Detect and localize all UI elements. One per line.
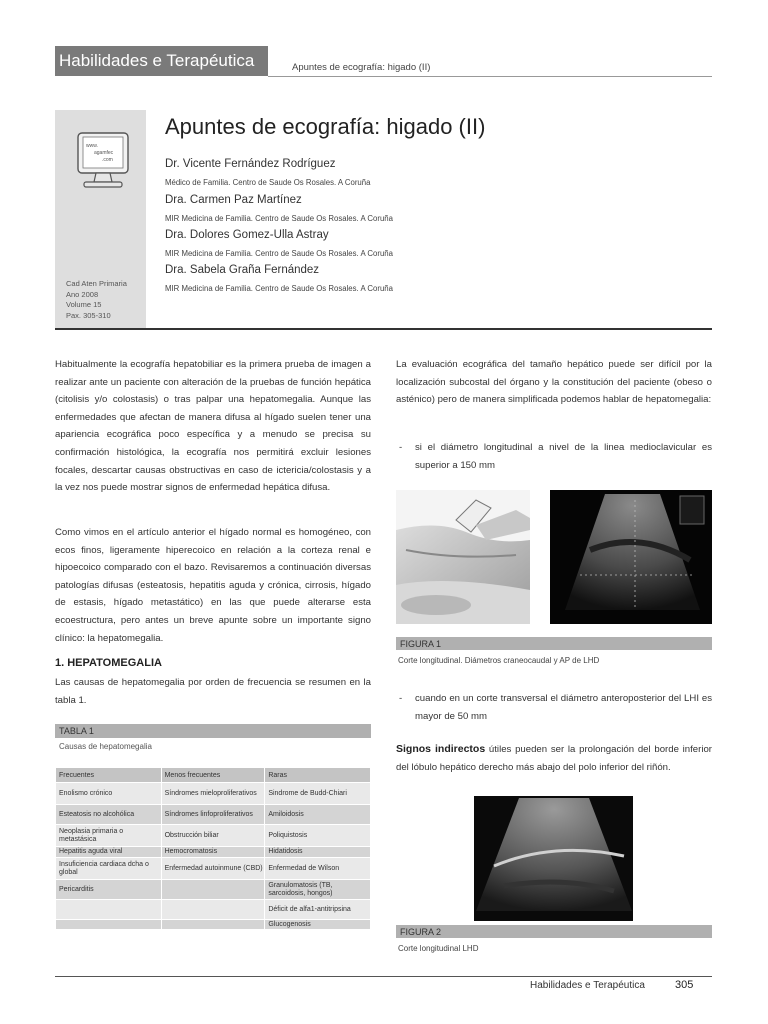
table-row bbox=[56, 880, 371, 900]
ultrasound-image-icon bbox=[474, 796, 633, 921]
paragraph-normal-liver: Como vimos en el artículo anterior el hígado normal es homogéneo, con ecos finos, ligeramente hiperecoico en relación a la corteza renal e hipoecoico comparado con el bazo. Revisaremos a continuación diversas patologías difusas (esteatosis, hepatitis aguda y crónica, cirrosis, hígado de estasis, hígado metastático) en las que puede alterarse esta ecoestructura, pero antes un breve apunte sobre un importante signo clínico: la hepatomegalia. bbox=[55, 527, 371, 644]
footer-rule bbox=[55, 976, 712, 977]
table-cell: Enfermedad de Wilson bbox=[265, 858, 371, 880]
table-cell bbox=[56, 920, 162, 930]
table-cell: Enolismo crónico bbox=[56, 783, 162, 805]
table-cell: Sindrome de Budd-Chiari bbox=[265, 783, 371, 805]
figure1-label: FIGURA 1 bbox=[396, 637, 712, 650]
figure1-caption: Corte longitudinal. Diámetros craneocaudal y AP de LHD bbox=[398, 656, 600, 665]
footer-section: Habilidades e Terapéutica bbox=[530, 980, 645, 991]
author-affiliation: Médico de Familia. Centro de Saude Os Rosales. A Coruña bbox=[165, 178, 371, 187]
ultrasound-exam-photo-icon bbox=[396, 490, 530, 624]
table-cell: Hidatidosis bbox=[265, 847, 371, 858]
figure2-ultrasound bbox=[474, 796, 633, 921]
citation-journal: Cad Aten Primaria bbox=[66, 279, 127, 288]
table-cell bbox=[161, 900, 265, 920]
author-name: Dr. Vicente Fernández Rodríguez bbox=[165, 158, 336, 170]
table-cell: Neoplasia primaria o metastásica bbox=[56, 825, 162, 847]
author-affiliation: MIR Medicina de Familia. Centro de Saude Os Rosales. A Coruña bbox=[165, 284, 393, 293]
paragraph-indirect-signs bbox=[396, 741, 712, 776]
figure1-ultrasound bbox=[550, 490, 712, 624]
table-cell: Granulomatosis (TB, sarcoidosis, hongos) bbox=[265, 880, 371, 900]
logo-text-2: agamfec bbox=[94, 150, 114, 156]
section-title: Habilidades e Terapéutica bbox=[59, 51, 255, 70]
citation-volume: Volume 15 bbox=[66, 300, 102, 309]
table-row bbox=[56, 805, 371, 825]
citation-pages: Pax. 305-310 bbox=[66, 310, 111, 320]
table-row bbox=[56, 920, 371, 930]
bullet-item bbox=[399, 439, 712, 474]
bullet-text: cuando en un corte transversal el diámetro anteroposterior del LHI es mayor de 50 mm bbox=[415, 693, 712, 722]
table-cell: Obstrucción biliar bbox=[161, 825, 265, 847]
table-label: TABLA 1 bbox=[55, 724, 371, 738]
causes-table bbox=[55, 767, 371, 930]
table-header: Menos frecuentes bbox=[161, 768, 265, 783]
table-cell: Hepatitis aguda viral bbox=[56, 847, 162, 858]
table-row bbox=[56, 783, 371, 805]
logo-text-1: www. bbox=[86, 143, 98, 149]
author-affiliation: MIR Medicina de Familia. Centro de Saude Os Rosales. A Coruña bbox=[165, 214, 393, 223]
bullet-item bbox=[399, 690, 712, 725]
table-cell: Déficit de alfa1-antitripsina bbox=[265, 900, 371, 920]
logo-text-3: .com bbox=[102, 157, 113, 163]
table-cell: Poliquistosis bbox=[265, 825, 371, 847]
header-separator bbox=[55, 328, 712, 330]
table-cell: Glucogenosis bbox=[265, 920, 371, 930]
table-row bbox=[56, 847, 371, 858]
citation-year: Ano 2008 bbox=[66, 289, 99, 299]
table-cell: Pericarditis bbox=[56, 880, 162, 900]
ultrasound-image-icon bbox=[550, 490, 712, 624]
table-header-row bbox=[56, 768, 371, 783]
page-number: 305 bbox=[675, 979, 694, 991]
author-name: Dra. Sabela Graña Fernández bbox=[165, 264, 320, 276]
bold-lead: Signos indirectos bbox=[396, 743, 486, 755]
bullet-dash: - bbox=[399, 693, 403, 704]
author-name: Dra. Dolores Gomez-Ulla Astray bbox=[165, 229, 329, 241]
bullet-dash: - bbox=[399, 442, 403, 453]
table-cell: Esteatosis no alcohólica bbox=[56, 805, 162, 825]
table-cell bbox=[161, 880, 265, 900]
header-rule bbox=[268, 76, 712, 77]
table-row bbox=[56, 900, 371, 920]
table-cell: Hemocromatosis bbox=[161, 847, 265, 858]
figure2-caption: Corte longitudinal LHD bbox=[398, 944, 479, 953]
figure2-label: FIGURA 2 bbox=[396, 925, 712, 938]
running-title: Apuntes de ecografía: higado (II) bbox=[292, 62, 431, 73]
paragraph-size-evaluation: La evaluación ecográfica del tamaño hepático puede ser difícil por la localización subcostal del órgano y la constitución del paciente (obeso o asténico) pero de manera simplificada podemos hablar de hepatomegalia: bbox=[396, 359, 712, 406]
table-header: Frecuentes bbox=[56, 768, 162, 783]
table-cell: Síndromes mieloproliferativos bbox=[161, 783, 265, 805]
monitor-logo-icon bbox=[76, 132, 130, 190]
table-row bbox=[56, 825, 371, 847]
figure1-photo bbox=[396, 490, 530, 624]
article-title: Apuntes de ecografía: higado (II) bbox=[165, 114, 486, 139]
paragraph-table-ref: Las causas de hepatomegalia por orden de frecuencia se resumen en la tabla 1. bbox=[55, 677, 371, 706]
section-tab bbox=[55, 46, 268, 76]
section-heading-hepatomegalia: 1. HEPATOMEGALIA bbox=[55, 657, 162, 669]
author-affiliation: MIR Medicina de Familia. Centro de Saude Os Rosales. A Coruña bbox=[165, 249, 393, 258]
bullet-text: si el diámetro longitudinal a nivel de la linea medioclavicular es superior a 150 mm bbox=[415, 442, 712, 471]
table-cell: Síndromes linfoproliferativos bbox=[161, 805, 265, 825]
table-cell bbox=[56, 900, 162, 920]
table-cell: Amiloidosis bbox=[265, 805, 371, 825]
table-cell: Insuficiencia cardiaca dcha o global bbox=[56, 858, 162, 880]
citation bbox=[66, 279, 127, 321]
intro-paragraph: Habitualmente la ecografía hepatobiliar es la primera prueba de imagen a realizar ante un paciente con alteración de la pruebas de función hepática (citolisis y/o colostasis) o tras palpar una hepatomegalia. Aunque las enfermedades que afectan de manera difusa al hígado suelen tener una apariencia ecográfica poco específica y a menudo se precisa su confirmación histológica, la ecografía nos permitirá excluir lesiones focales, descartar causas obstructivas en caso de ictericia/colostasis y a la vez nos puede mostrar signos de enfermedad hepática difusa. bbox=[55, 359, 371, 494]
table-caption: Causas de hepatomegalia bbox=[59, 742, 152, 751]
table-cell: Enfermedad autoinmune (CBD) bbox=[161, 858, 265, 880]
table-row bbox=[56, 858, 371, 880]
paragraph-rest: útiles pueden ser la prolongación del borde inferior del lóbulo hepático derecho más abajo del polo inferior del riñón. bbox=[396, 744, 712, 773]
author-name: Dra. Carmen Paz Martínez bbox=[165, 194, 302, 206]
table-header: Raras bbox=[265, 768, 371, 783]
table-cell bbox=[161, 920, 265, 930]
